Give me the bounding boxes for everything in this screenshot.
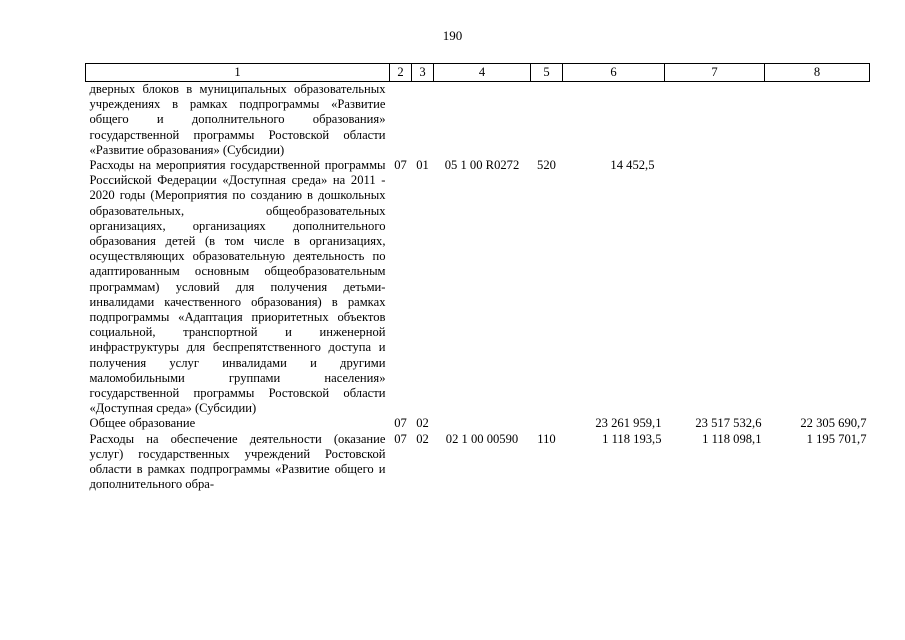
table-row — [86, 158, 870, 416]
row-section-code: 07 — [394, 158, 407, 173]
column-header-5: 5 — [531, 64, 563, 82]
row-target-article: 05 1 00 R0272 — [444, 158, 520, 173]
row-subsection-code — [412, 82, 434, 159]
row-section-code: 07 — [394, 431, 407, 446]
row-amount-year2 — [665, 158, 765, 416]
column-header-2: 2 — [390, 64, 412, 82]
row-amount-year2: 1 118 098,1 — [702, 431, 762, 446]
table-row — [86, 432, 870, 493]
row-amount-year2: 23 517 532,6 — [695, 416, 762, 431]
row-description: Общее образование — [89, 416, 196, 431]
table-header-row — [86, 64, 870, 82]
column-header-1: 1 — [86, 64, 390, 82]
row-expense-type — [531, 416, 563, 431]
row-amount-year2 — [665, 82, 765, 159]
row-amount-year1: 23 261 959,1 — [595, 416, 662, 431]
row-section-code: 07 — [394, 416, 407, 431]
row-description: Расходы на обеспечение деятельности (оказание услуг) государственных учреждений Ростовской области в рамках подпрограммы «Развитие общего и дополнительного обра- — [89, 431, 386, 492]
row-description: дверных блоков в муниципальных образовательных учреждениях в рамках подпрограммы «Развитие общего и дополнительного образования» государственной программы Ростовской области «Развитие образования» (Субсидии) — [89, 82, 386, 157]
row-expense-type: 520 — [537, 158, 556, 173]
column-header-4: 4 — [434, 64, 531, 82]
row-subsection-code: 02 — [416, 431, 429, 446]
row-expense-type — [531, 82, 563, 159]
column-header-7: 7 — [665, 64, 765, 82]
column-header-3: 3 — [412, 64, 434, 82]
row-amount-year3 — [765, 82, 870, 159]
row-amount-year3: 22 305 690,7 — [800, 416, 867, 431]
row-amount-year1: 14 452,5 — [610, 158, 655, 173]
column-header-6: 6 — [563, 64, 665, 82]
row-subsection-code: 01 — [416, 158, 429, 173]
row-description: Расходы на мероприятия государственной программы Российской Федерации «Доступная среда» на 2011 - 2020 годы (Мероприятия по созданию в дошкольных образовательных, общеобразовательных организациях, организациях дополнительного образования детей (в том числе в организациях, осуществляющих образовательную деятельность по адаптированным основным общеобразовательным программам) условий для получения детьми-инвалидами качественного образования) в рамках подпрограммы «Адаптация приоритетных объектов социальной, транспортной и инженерной инфраструктуры для беспрепятственного доступа и получения услуг инвалидами и другими маломобильными группами населения» государственной программы Ростовской области «Доступная среда» (Субсидии) — [89, 158, 386, 416]
row-amount-year1: 1 118 193,5 — [602, 431, 662, 446]
row-target-article: 02 1 00 00590 — [445, 431, 519, 446]
row-target-article — [434, 416, 531, 431]
table-row — [86, 82, 870, 159]
row-amount-year3: 1 195 701,7 — [806, 431, 867, 446]
column-header-8: 8 — [765, 64, 870, 82]
row-subsection-code: 02 — [416, 416, 429, 431]
row-amount-year1 — [563, 82, 665, 159]
row-section-code — [390, 82, 412, 159]
table-row — [86, 416, 870, 431]
row-expense-type: 110 — [537, 431, 556, 446]
row-amount-year3 — [765, 158, 870, 416]
page-number: 190 — [442, 28, 463, 43]
budget-table — [85, 63, 870, 492]
row-target-article — [434, 82, 531, 159]
